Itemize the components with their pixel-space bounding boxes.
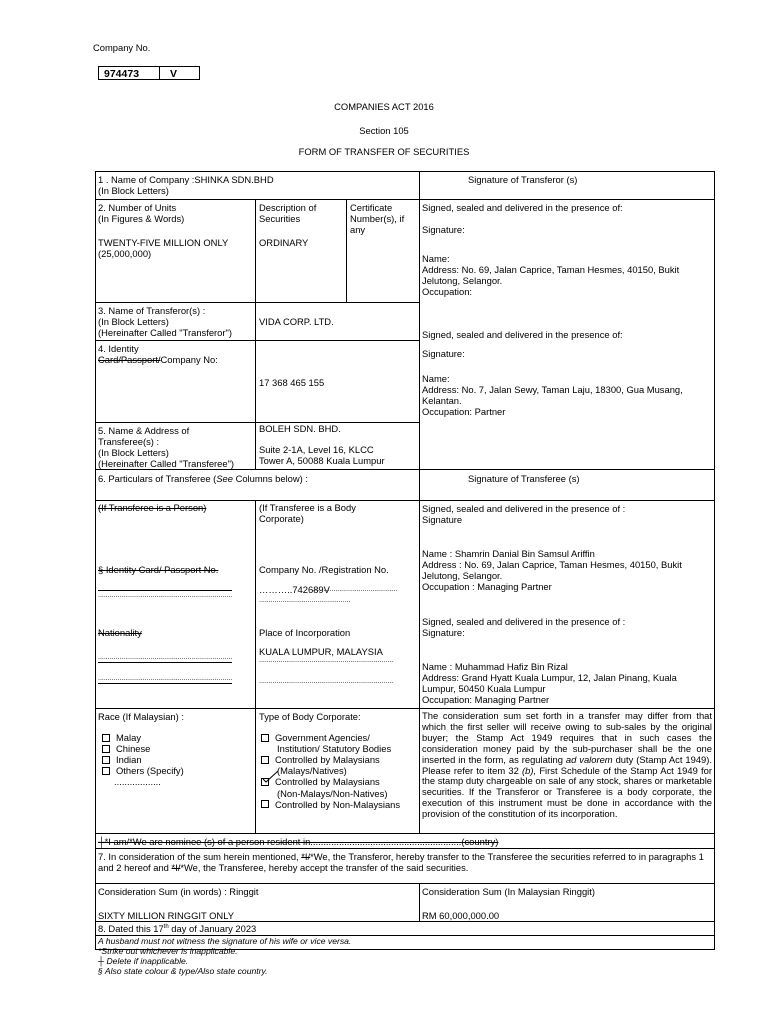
company-no-box <box>98 66 200 80</box>
checkbox-icon[interactable] <box>102 745 110 753</box>
dated-post: day of January 2023 <box>168 923 257 934</box>
description-label <box>259 202 316 224</box>
witness-4-name: Name : Muhammad Hafiz Bin Rizal <box>422 661 568 673</box>
body-option-non-malays-l2: (Non-Malays/Non-Natives) <box>277 787 388 799</box>
company-registration-prefix: ……….. <box>259 584 293 595</box>
description-label-l2: Securities <box>259 213 301 225</box>
race-option-malay[interactable] <box>102 732 184 743</box>
consideration-note-p2: duty (Stamp Act 1949). Please refer to item 32 <box>422 753 712 776</box>
identity-company-no: Company No: <box>160 354 218 366</box>
consideration-note <box>422 711 712 820</box>
transferee-label-l4: (Hereinafter Called "Transferee") <box>98 458 235 470</box>
company-registration-number: 742689V <box>292 584 330 595</box>
transferee-signature-header: Signature of Transferee (s) <box>468 473 580 484</box>
transfer-statement-b: *We, the Transferor, hereby transfer to the Transferee the securities referred to in paragraphs 1 and 2 hereof and <box>98 851 704 874</box>
nationality-dots-2 <box>98 675 232 683</box>
company-no-number: 974473 <box>104 68 140 80</box>
transferee-label-l1: 5. Name & Address of <box>98 425 190 436</box>
witness-4-block <box>422 616 712 706</box>
transferor-name-label <box>98 305 232 338</box>
consideration-words-value: SIXTY MILLION RINGGIT ONLY <box>98 910 234 921</box>
witness-4-address-l1: Address: Grand Hyatt Kuala Lumpur, 12, Jalan Pinang, Kuala <box>422 672 677 684</box>
body-option-label: Controlled by Non-Malaysians <box>275 798 401 810</box>
body-option-label: Controlled by Malaysians <box>275 776 380 788</box>
transfer-statement-strike-2: *I/ <box>171 862 181 874</box>
transferee-address-l2: Tower A, 50088 Kuala Lumpur <box>259 455 385 467</box>
footnotes <box>98 937 351 977</box>
dated-pre: 8. Dated this 17 <box>98 923 164 934</box>
company-name-field <box>98 174 274 196</box>
footnote-3: ┼ Delete if inapplicable. <box>98 955 189 966</box>
transferor-label-l2: (In Block Letters) <box>98 316 169 328</box>
transferee-label-l2: Transferee(s) : <box>98 436 160 448</box>
transferee-label-l3: (In Block Letters) <box>98 447 169 459</box>
race-label: Race (If Malaysian) : <box>98 711 184 722</box>
certificate-label-l2: Number(s), if <box>350 213 405 225</box>
race-option-label: Others (Specify) <box>116 765 184 777</box>
form-title: FORM OF TRANSFER OF SECURITIES <box>298 146 470 157</box>
company-registration-label: Company No. /Registration No. <box>259 564 389 575</box>
place-dots-2 <box>259 678 393 686</box>
witness-2-presence: Signed, sealed and delivered in the presence of: <box>422 329 623 340</box>
witness-4-signature: Signature: <box>422 627 465 639</box>
transferee-address-l1: Suite 2-1A, Level 16, KLCC <box>259 444 374 456</box>
description-label-l1: Description of <box>259 202 317 213</box>
witness-1-occupation: Occupation: <box>422 286 473 298</box>
nationality-line-2 <box>98 683 232 684</box>
checkbox-icon[interactable] <box>102 756 110 764</box>
witness-2-block <box>422 329 712 418</box>
transfer-statement <box>98 851 710 873</box>
act-title: COMPANIES ACT 2016 <box>334 101 434 112</box>
witness-3-address-l1: Address : No. 69, Jalan Caprice, Taman Hesmes, 40150, Bukit <box>422 559 682 571</box>
transferor-signature-header: Signature of Transferor (s) <box>468 174 578 185</box>
transferor-label-l3: (Hereinafter Called "Transferor") <box>98 327 232 339</box>
race-option-label: Malay <box>116 732 142 744</box>
consideration-words-label: Consideration Sum (in words) : Ringgit <box>98 886 259 897</box>
units-label: 2. Number of Units <box>98 202 177 213</box>
transferee-name: BOLEH SDN. BHD. <box>259 423 341 434</box>
corporate-header-l1: (If Transferee is a Body <box>259 502 356 513</box>
witness-2-occupation: Occupation: Partner <box>422 406 506 418</box>
transfer-statement-c: *We, the Transferee, hereby accept the transfer of the said securities. <box>180 862 469 874</box>
body-option-non-malays[interactable] <box>261 776 400 787</box>
dated-ordinal: th <box>163 923 169 930</box>
company-no-label: Company No. <box>93 42 151 53</box>
body-option-malays-natives-l2: (Malays/Natives) <box>277 765 347 777</box>
race-option-indian[interactable] <box>102 754 184 765</box>
body-option-label: Controlled by Malaysians <box>275 754 380 766</box>
race-option-label: Chinese <box>116 743 151 755</box>
witness-3-presence: Signed, sealed and delivered in the presence of : <box>422 503 626 514</box>
corporate-header <box>259 502 356 524</box>
corporate-header-l2: Corporate) <box>259 513 304 525</box>
identity-dots <box>98 592 232 600</box>
company-registration-dots-2 <box>259 597 351 605</box>
race-option-chinese[interactable] <box>102 743 184 754</box>
body-option-non-malaysians[interactable] <box>261 799 400 810</box>
race-section <box>98 711 184 788</box>
particulars-pre: 6. Particulars of Transferee ( <box>98 473 217 484</box>
place-incorporation-value: KUALA LUMPUR, MALAYSIA <box>259 646 383 657</box>
witness-1-address-l2: Jelutong, Selangor. <box>422 275 503 287</box>
witness-2-name: Name: <box>422 373 450 385</box>
consideration-note-ad-valorem: ad valorem <box>565 753 613 765</box>
witness-4-presence: Signed, sealed and delivered in the presence of : <box>422 616 626 627</box>
transferee-details <box>259 423 385 466</box>
company-registration-dots-1 <box>312 586 398 594</box>
witness-3-block <box>422 503 712 593</box>
checkbox-icon[interactable] <box>102 767 110 775</box>
consideration-figures-value: RM 60,000,000.00 <box>422 910 500 921</box>
witness-3-address-l2: Jelutong, Selangor. <box>422 570 503 582</box>
footnote-4: § Also state colour & type/Also state country. <box>98 965 268 976</box>
witness-1-name: Name: <box>422 253 450 265</box>
person-header: (If Transferee is a Person) <box>98 502 207 513</box>
witness-1-block <box>422 202 712 298</box>
witness-3-name: Name : Shamrin Danial Bin Samsul Ariffin <box>422 548 595 560</box>
place-incorporation-label: Place of Incorporation <box>259 627 351 638</box>
body-corporate-section <box>259 711 400 810</box>
checkbox-icon[interactable] <box>261 756 269 764</box>
transferee-label <box>98 425 234 469</box>
particulars-post: Columns below) : <box>232 473 308 484</box>
certificate-label-l1: Certificate <box>350 202 393 213</box>
checkbox-icon[interactable] <box>102 734 110 742</box>
witness-1-presence: Signed, sealed and delivered in the presence of: <box>422 202 623 213</box>
witness-3-occupation: Occupation : Managing Partner <box>422 581 552 593</box>
company-name-label: 1 . Name of Company : <box>98 174 195 185</box>
particulars-label <box>98 473 308 484</box>
identity-card-label: § Identity Card/ Passport No. <box>98 564 219 575</box>
consideration-note-p3: First Schedule of the Stamp Act 1949 for the stamp duty chargeable on sale of any stock, shares or marketable securities. If the Transferor or Transferee is a body corporate, the execution of this instrument must be done in accordance with the provision of the constitution of its incorporation. <box>422 764 712 820</box>
footnote-1: A husband must not witness the signature of his wife or vice versa. <box>98 936 352 946</box>
identity-label-l1: 4. Identity <box>98 343 139 354</box>
units-sublabel: (In Figures & Words) <box>98 213 185 225</box>
witness-4-address-l2: Lumpur, 50450 Kuala Lumpur <box>422 683 546 695</box>
transferor-name-value: VIDA CORP. LTD. <box>259 316 334 327</box>
dated-line <box>98 923 256 934</box>
nationality-line-1 <box>98 662 232 663</box>
consideration-figures-label: Consideration Sum (In Malaysian Ringgit) <box>422 886 595 897</box>
block-letters-note: (In Block Letters) <box>98 185 169 197</box>
identity-label <box>98 343 218 365</box>
consideration-note-p1: The consideration sum set forth in a transfer may differ from that which the first seller will receive owing to sub-sales by the original buyer; the Stamp Act 1949 requires that in such cases the consideration money paid by the sub-purchaser shall be the one inserted in the form, as regulating <box>422 710 712 765</box>
checkmark-icon <box>262 770 280 784</box>
transfer-statement-a: 7. In consideration of the sum herein mentioned, <box>98 851 302 862</box>
checkbox-icon[interactable] <box>261 800 269 808</box>
nominee-line: ┼*I am/*We are nominee (s) of a person resident in..........................................................(country) <box>98 836 499 847</box>
body-option-malays-natives[interactable] <box>261 754 400 765</box>
units-figures: (25,000,000) <box>98 248 152 259</box>
witness-2-address-l2: Kelantan. <box>422 395 462 407</box>
witness-2-signature: Signature: <box>422 348 465 360</box>
body-option-government[interactable] <box>261 732 400 743</box>
witness-3-signature: Signature <box>422 514 463 526</box>
body-option-label: Government Agencies/ <box>275 732 370 744</box>
certificate-label <box>350 202 404 235</box>
race-option-label: Indian <box>116 754 142 766</box>
units-words: TWENTY-FIVE MILLION ONLY <box>98 237 229 248</box>
certificate-label-l3: any <box>350 224 366 236</box>
description-value: ORDINARY <box>259 237 309 248</box>
consideration-note-item-b: (b), <box>522 764 537 776</box>
nationality-label: Nationality <box>98 627 142 638</box>
transferor-label-l1: 3. Name of Transferor(s) : <box>98 305 206 316</box>
checkbox-icon[interactable] <box>261 734 269 742</box>
footnote-2: *Strike out whichever is inapplicable. <box>98 945 238 956</box>
race-option-others[interactable] <box>102 765 184 776</box>
witness-2-address-l1: Address: No. 7, Jalan Sewy, Taman Laju, 18300, Gua Musang, <box>422 384 683 396</box>
witness-1-signature: Signature: <box>422 224 465 236</box>
place-dots-1 <box>259 657 393 665</box>
race-specify-line: .................. <box>114 776 161 788</box>
transferor-company-no: 17 368 465 155 <box>259 377 325 388</box>
body-corporate-label: Type of Body Corporate: <box>259 711 361 722</box>
identity-line-1 <box>98 590 232 591</box>
witness-4-occupation: Occupation: Managing Partner <box>422 694 550 706</box>
nationality-dots-1 <box>98 654 232 662</box>
section-title: Section 105 <box>359 125 409 136</box>
witness-1-address-l1: Address: No. 69, Jalan Caprice, Taman Hesmes, 40150, Bukit <box>422 264 680 276</box>
number-of-units <box>98 202 184 224</box>
company-name-value: SHINKA SDN.BHD <box>194 174 274 185</box>
identity-struck-text: Card/Passport/ <box>98 354 161 366</box>
body-option-government-l2: Institution/ Statutory Bodies <box>277 743 392 755</box>
particulars-see: See <box>216 473 233 484</box>
company-no-suffix: V <box>170 68 178 80</box>
transfer-statement-strike-1: *I/ <box>301 851 311 862</box>
